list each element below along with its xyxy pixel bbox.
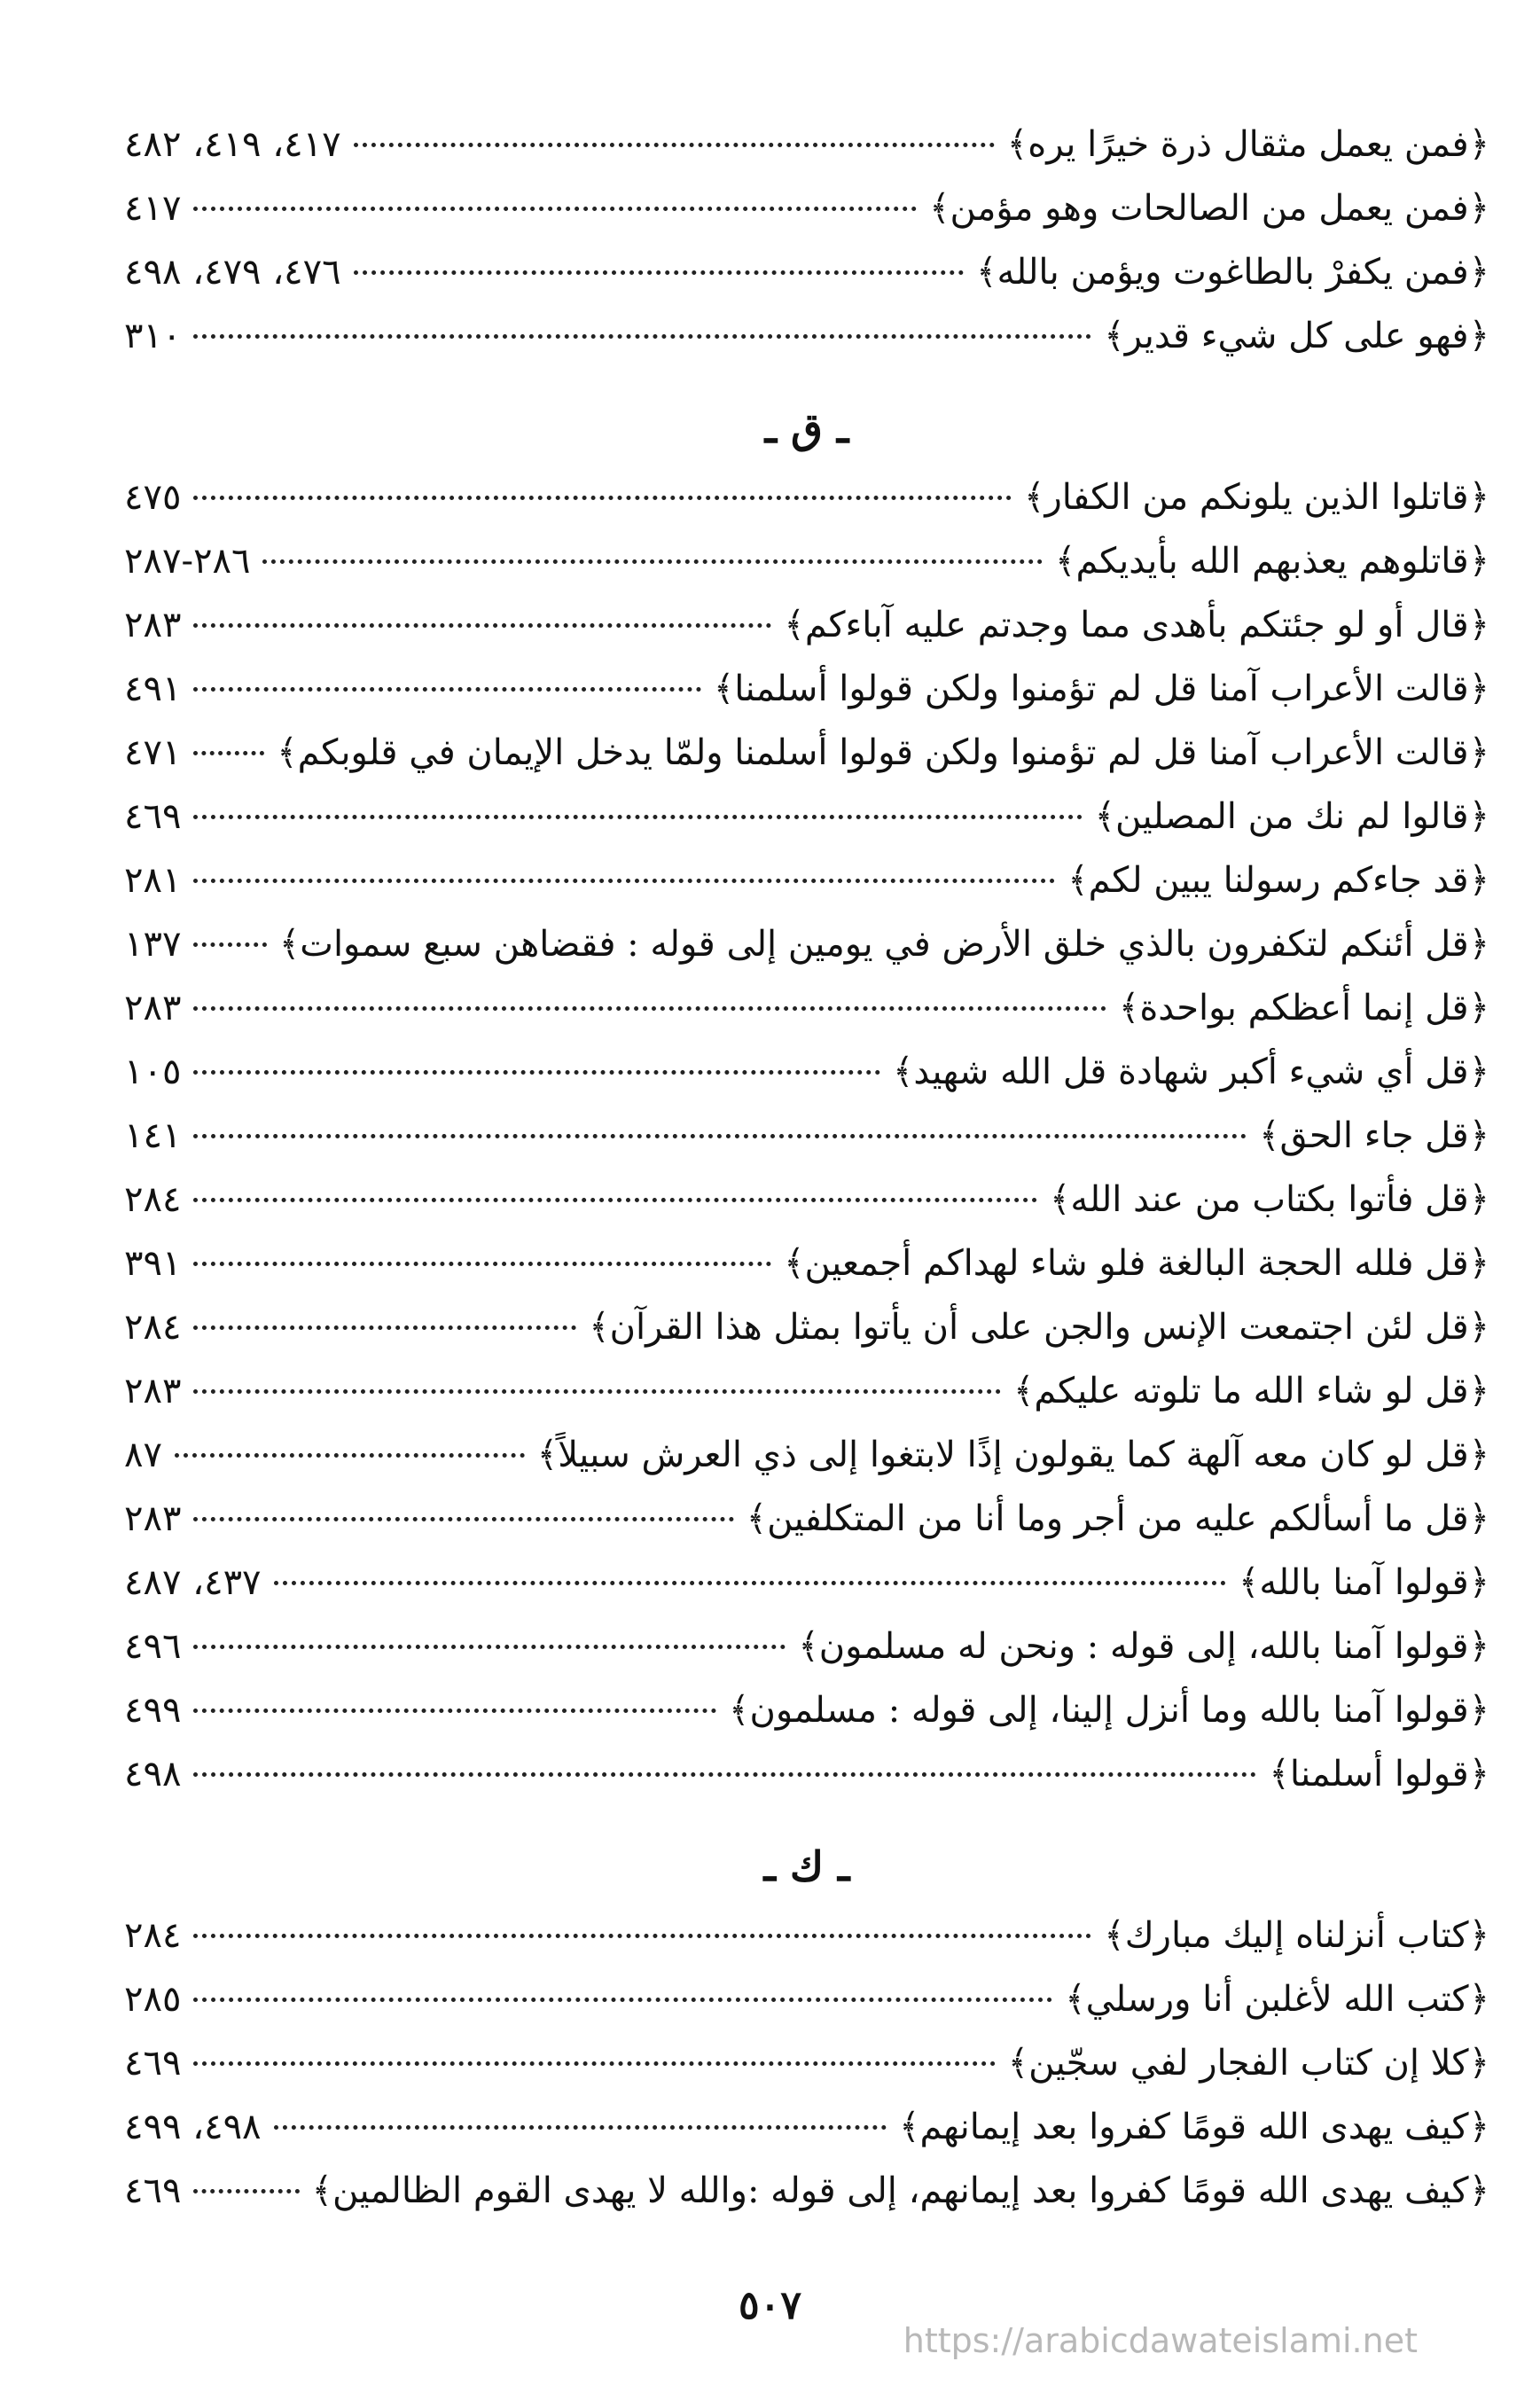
verse-text: قولوا آمنا بالله وما أنزل إلينا، إلى قوله : مسلمون [749, 1690, 1469, 1731]
verse-text: قال أو لو جئتكم بأهدى مما وجدتم عليه آباءكم [804, 605, 1469, 645]
index-entry [124, 252, 1489, 316]
index-entry [124, 1626, 1489, 1690]
index-entry [124, 1915, 1489, 1979]
dot-leader [262, 559, 1043, 564]
verse-text: قل أئنكم لتكفرون بالذي خلق الأرض في يومين إلى قوله : فقضاهن سبع سموات [300, 924, 1469, 965]
verse-text: كتب الله لأغلبن أنا ورسلي [1085, 1979, 1469, 2020]
index-entry [124, 605, 1489, 669]
page-refs: ٤٦٩ [124, 2043, 182, 2084]
dot-leader [274, 1581, 1226, 1585]
quran-bracket-close-icon: ﴾ [1049, 1179, 1071, 1220]
page-refs: ٤٩٨ [124, 1754, 182, 1795]
verse-text: قولوا آمنا بالله [1259, 1562, 1469, 1603]
quran-bracket-close-icon: ﴾ [1118, 988, 1140, 1028]
quran-bracket-close-icon: ﴾ [278, 924, 301, 965]
page-refs: ٤٦٩ [124, 2170, 182, 2211]
verse-text: قل لو كان معه آلهة كما يقولون إذًا لابتغوا إلى ذي العرش سبيلاً [558, 1435, 1469, 1475]
quran-bracket-close-icon: ﴾ [784, 605, 805, 645]
quran-bracket-open-icon: ﴿ [1468, 316, 1489, 356]
dot-leader [193, 815, 1082, 819]
watermark-url: https://arabicdawateislami.net [903, 2321, 1418, 2360]
dot-leader [193, 1772, 1256, 1777]
verse-index [124, 124, 1489, 2234]
dot-leader [193, 1198, 1037, 1202]
index-entry [124, 1435, 1489, 1498]
index-entry [124, 924, 1489, 988]
dot-leader [193, 1262, 771, 1266]
index-entry [124, 669, 1489, 732]
quran-bracket-close-icon: ﴾ [746, 1498, 768, 1539]
verse-text: قل فلله الحجة البالغة فلو شاء لهداكم أجمعين [804, 1243, 1469, 1284]
dot-leader [175, 1453, 525, 1458]
quran-bracket-close-icon: ﴾ [1024, 477, 1045, 518]
page-refs: ٢٨٣ [124, 1498, 182, 1539]
index-entry [124, 541, 1489, 605]
quran-bracket-open-icon: ﴿ [1468, 124, 1489, 165]
page-refs: ٤٩٦ [124, 1626, 182, 1667]
quran-bracket-open-icon: ﴿ [1468, 732, 1489, 773]
quran-bracket-open-icon: ﴿ [1468, 2043, 1489, 2084]
section-heading: ـ ك ـ [763, 1842, 850, 1890]
page-refs: ٤٧٥ [124, 477, 182, 518]
dot-leader [193, 687, 700, 692]
index-entry [124, 2170, 1489, 2234]
dot-leader [193, 2061, 995, 2066]
page-refs: ١٠٥ [124, 1052, 182, 1092]
page-refs: ٤٧٦، ٤٧٩، ٤٩٨ [124, 252, 341, 293]
dot-leader [193, 1006, 1106, 1011]
quran-bracket-close-icon: ﴾ [798, 1626, 819, 1667]
page-refs: ٣٩١ [124, 1243, 182, 1284]
index-entry [124, 1690, 1489, 1754]
quran-bracket-open-icon: ﴿ [1468, 477, 1489, 518]
index-entry [124, 1371, 1489, 1435]
verse-text: كتاب أنزلناه إليك مبارك [1124, 1915, 1469, 1956]
dot-leader [193, 1934, 1091, 1938]
quran-bracket-open-icon: ﴿ [1468, 1435, 1489, 1475]
dot-leader [193, 1998, 1052, 2002]
dot-leader [354, 270, 965, 275]
quran-bracket-open-icon: ﴿ [1468, 860, 1489, 901]
dot-leader [193, 1645, 786, 1649]
page-refs: ٤١٧، ٤١٩، ٤٨٢ [124, 124, 341, 165]
page-refs: ٢٨٤ [124, 1179, 182, 1220]
verse-text: قل لو شاء الله ما تلوته عليكم [1034, 1371, 1469, 1411]
verse-text: قد جاءكم رسولنا يبين لكم [1088, 860, 1469, 901]
quran-bracket-open-icon: ﴿ [1468, 2170, 1489, 2211]
verse-text: قولوا آمنا بالله، إلى قوله : ونحن له مسلمون [818, 1626, 1469, 1667]
quran-bracket-close-icon: ﴾ [1067, 860, 1089, 901]
quran-bracket-open-icon: ﴿ [1468, 1243, 1489, 1284]
quran-bracket-open-icon: ﴿ [1468, 252, 1489, 293]
quran-bracket-open-icon: ﴿ [1468, 1179, 1489, 1220]
index-entry [124, 316, 1489, 379]
dot-leader [193, 942, 266, 947]
index-entry [124, 1243, 1489, 1307]
dot-leader [274, 2125, 887, 2130]
quran-bracket-open-icon: ﴿ [1468, 1307, 1489, 1348]
page-refs: ٢٨٥ [124, 1979, 182, 2020]
quran-bracket-open-icon: ﴿ [1468, 1979, 1489, 2020]
quran-bracket-close-icon: ﴾ [729, 1690, 750, 1731]
index-entry [124, 1498, 1489, 1562]
index-entry [124, 796, 1489, 860]
verse-text: كيف يهدى الله قومًا كفروا بعد إيمانهم [919, 2107, 1469, 2147]
page-refs: ٤٧١ [124, 732, 182, 773]
dot-leader [193, 1709, 716, 1713]
page-refs: ٤٦٩ [124, 796, 182, 837]
quran-bracket-close-icon: ﴾ [589, 1307, 610, 1348]
verse-text: قل أي شيء أكبر شهادة قل الله شهيد [913, 1052, 1469, 1092]
index-entry [124, 477, 1489, 541]
verse-text: قل إنما أعظكم بواحدة [1139, 988, 1469, 1028]
quran-bracket-open-icon: ﴿ [1468, 541, 1489, 582]
verse-text: قل فأتوا بكتاب من عند الله [1070, 1179, 1469, 1220]
page-refs: ٤١٧ [124, 188, 182, 229]
index-entry [124, 124, 1489, 188]
quran-bracket-open-icon: ﴿ [1468, 924, 1489, 965]
quran-bracket-open-icon: ﴿ [1468, 1115, 1489, 1156]
dot-leader [193, 1389, 1000, 1394]
page-number: ٥٠٧ [739, 2283, 801, 2328]
verse-text: فمن يعمل من الصالحات وهو مؤمن [950, 188, 1469, 229]
index-entry [124, 1052, 1489, 1115]
index-entry [124, 988, 1489, 1052]
quran-bracket-close-icon: ﴾ [1259, 1115, 1280, 1156]
index-entry [124, 2043, 1489, 2107]
quran-bracket-close-icon: ﴾ [1065, 1979, 1086, 2020]
page-refs: ١٤١ [124, 1115, 182, 1156]
index-entry [124, 1562, 1489, 1626]
quran-bracket-close-icon: ﴾ [1238, 1562, 1260, 1603]
verse-text: كلا إن كتاب الفجار لفي سجّين [1028, 2043, 1469, 2084]
quran-bracket-open-icon: ﴿ [1468, 1052, 1489, 1092]
index-entry [124, 732, 1489, 796]
quran-bracket-close-icon: ﴾ [899, 2107, 920, 2147]
quran-bracket-close-icon: ﴾ [784, 1243, 805, 1284]
verse-text: فهو على كل شيء قدير [1124, 316, 1469, 356]
verse-text: قل ما أسألكم عليه من أجر وما أنا من المتكلفين [767, 1498, 1469, 1539]
page-refs: ٣١٠ [124, 316, 182, 356]
index-entry [124, 1179, 1489, 1243]
page-refs: ٢٨١ [124, 860, 182, 901]
page-refs: ٤٩٩ [124, 1690, 182, 1731]
dot-leader [193, 496, 1012, 500]
verse-text: قل لئن اجتمعت الإنس والجن على أن يأتوا بمثل هذا القرآن [609, 1307, 1469, 1348]
page-refs: ٤٩١ [124, 669, 182, 709]
verse-text: كيف يهدى الله قومًا كفروا بعد إيمانهم، إلى قوله :والله لا يهدى القوم الظالمين [332, 2170, 1469, 2211]
dot-leader [193, 751, 264, 755]
quran-bracket-open-icon: ﴿ [1468, 1626, 1489, 1667]
quran-bracket-close-icon: ﴾ [311, 2170, 332, 2211]
dot-leader [193, 207, 917, 211]
verse-text: قالوا لم نك من المصلين [1115, 796, 1469, 837]
quran-bracket-open-icon: ﴿ [1468, 605, 1489, 645]
dot-leader [193, 1134, 1247, 1138]
verse-text: فمن يعمل مثقال ذرة خيرًا يره [1028, 124, 1469, 165]
dot-leader [354, 143, 995, 147]
verse-text: قولوا أسلمنا [1289, 1754, 1469, 1795]
dot-leader [193, 1070, 880, 1075]
quran-bracket-close-icon: ﴾ [536, 1435, 559, 1475]
index-page [124, 124, 1489, 2234]
quran-bracket-close-icon: ﴾ [892, 1052, 914, 1092]
index-entry [124, 1754, 1489, 1818]
dot-leader [193, 1517, 733, 1521]
quran-bracket-close-icon: ﴾ [1007, 2043, 1029, 2084]
quran-bracket-open-icon: ﴿ [1468, 669, 1489, 709]
quran-bracket-close-icon: ﴾ [1104, 1915, 1125, 1956]
index-entry [124, 1979, 1489, 2043]
page-refs: ٢٨٤ [124, 1307, 182, 1348]
page-refs: ٢٨٣ [124, 1371, 182, 1411]
page-refs: ٨٧ [124, 1435, 162, 1475]
quran-bracket-close-icon: ﴾ [1006, 124, 1028, 165]
index-entry [124, 1115, 1489, 1179]
dot-leader [193, 1325, 576, 1330]
quran-bracket-open-icon: ﴿ [1468, 188, 1489, 229]
index-entry [124, 1307, 1489, 1371]
dot-leader [193, 623, 771, 628]
verse-text: قل جاء الحق [1279, 1115, 1469, 1156]
verse-text: قاتلوا الذين يلونكم من الكفار [1044, 477, 1469, 518]
quran-bracket-open-icon: ﴿ [1468, 1371, 1489, 1411]
page-refs: ٢٨٦-٢٨٧ [124, 541, 251, 582]
page-refs: ٢٨٣ [124, 988, 182, 1028]
quran-bracket-open-icon: ﴿ [1468, 1754, 1489, 1795]
page-refs: ٤٣٧، ٤٨٧ [124, 1562, 262, 1603]
quran-bracket-open-icon: ﴿ [1468, 1562, 1489, 1603]
page-refs: ٢٨٣ [124, 605, 182, 645]
quran-bracket-open-icon: ﴿ [1468, 1915, 1489, 1956]
verse-text: قالت الأعراب آمنا قل لم تؤمنوا ولكن قولوا أسلمنا [734, 669, 1469, 709]
verse-text: قالت الأعراب آمنا قل لم تؤمنوا ولكن قولوا أسلمنا ولمّا يدخل الإيمان في قلوبكم [297, 732, 1469, 773]
index-entry [124, 2107, 1489, 2170]
quran-bracket-close-icon: ﴾ [277, 732, 298, 773]
quran-bracket-open-icon: ﴿ [1468, 988, 1489, 1028]
quran-bracket-close-icon: ﴾ [1094, 796, 1116, 837]
quran-bracket-open-icon: ﴿ [1468, 1690, 1489, 1731]
quran-bracket-open-icon: ﴿ [1468, 2107, 1489, 2147]
quran-bracket-close-icon: ﴾ [713, 669, 735, 709]
quran-bracket-close-icon: ﴾ [976, 252, 997, 293]
quran-bracket-open-icon: ﴿ [1468, 796, 1489, 837]
section-heading: ـ ق ـ [764, 404, 849, 452]
quran-bracket-close-icon: ﴾ [929, 188, 950, 229]
page-refs: ٤٩٨، ٤٩٩ [124, 2107, 262, 2147]
index-entry [124, 860, 1489, 924]
quran-bracket-close-icon: ﴾ [1055, 541, 1076, 582]
page-refs: ٢٨٤ [124, 1915, 182, 1956]
dot-leader [193, 334, 1091, 339]
quran-bracket-close-icon: ﴾ [1104, 316, 1125, 356]
page-refs: ١٣٧ [124, 924, 182, 965]
index-entry [124, 188, 1489, 252]
quran-bracket-close-icon: ﴾ [1269, 1754, 1290, 1795]
dot-leader [193, 879, 1055, 883]
dot-leader [193, 2189, 299, 2193]
quran-bracket-close-icon: ﴾ [1012, 1371, 1035, 1411]
quran-bracket-open-icon: ﴿ [1468, 1498, 1489, 1539]
verse-text: قاتلوهم يعذبهم الله بأيديكم [1075, 541, 1469, 582]
verse-text: فمن يكفرْ بالطاغوت ويؤمن بالله [997, 252, 1469, 293]
